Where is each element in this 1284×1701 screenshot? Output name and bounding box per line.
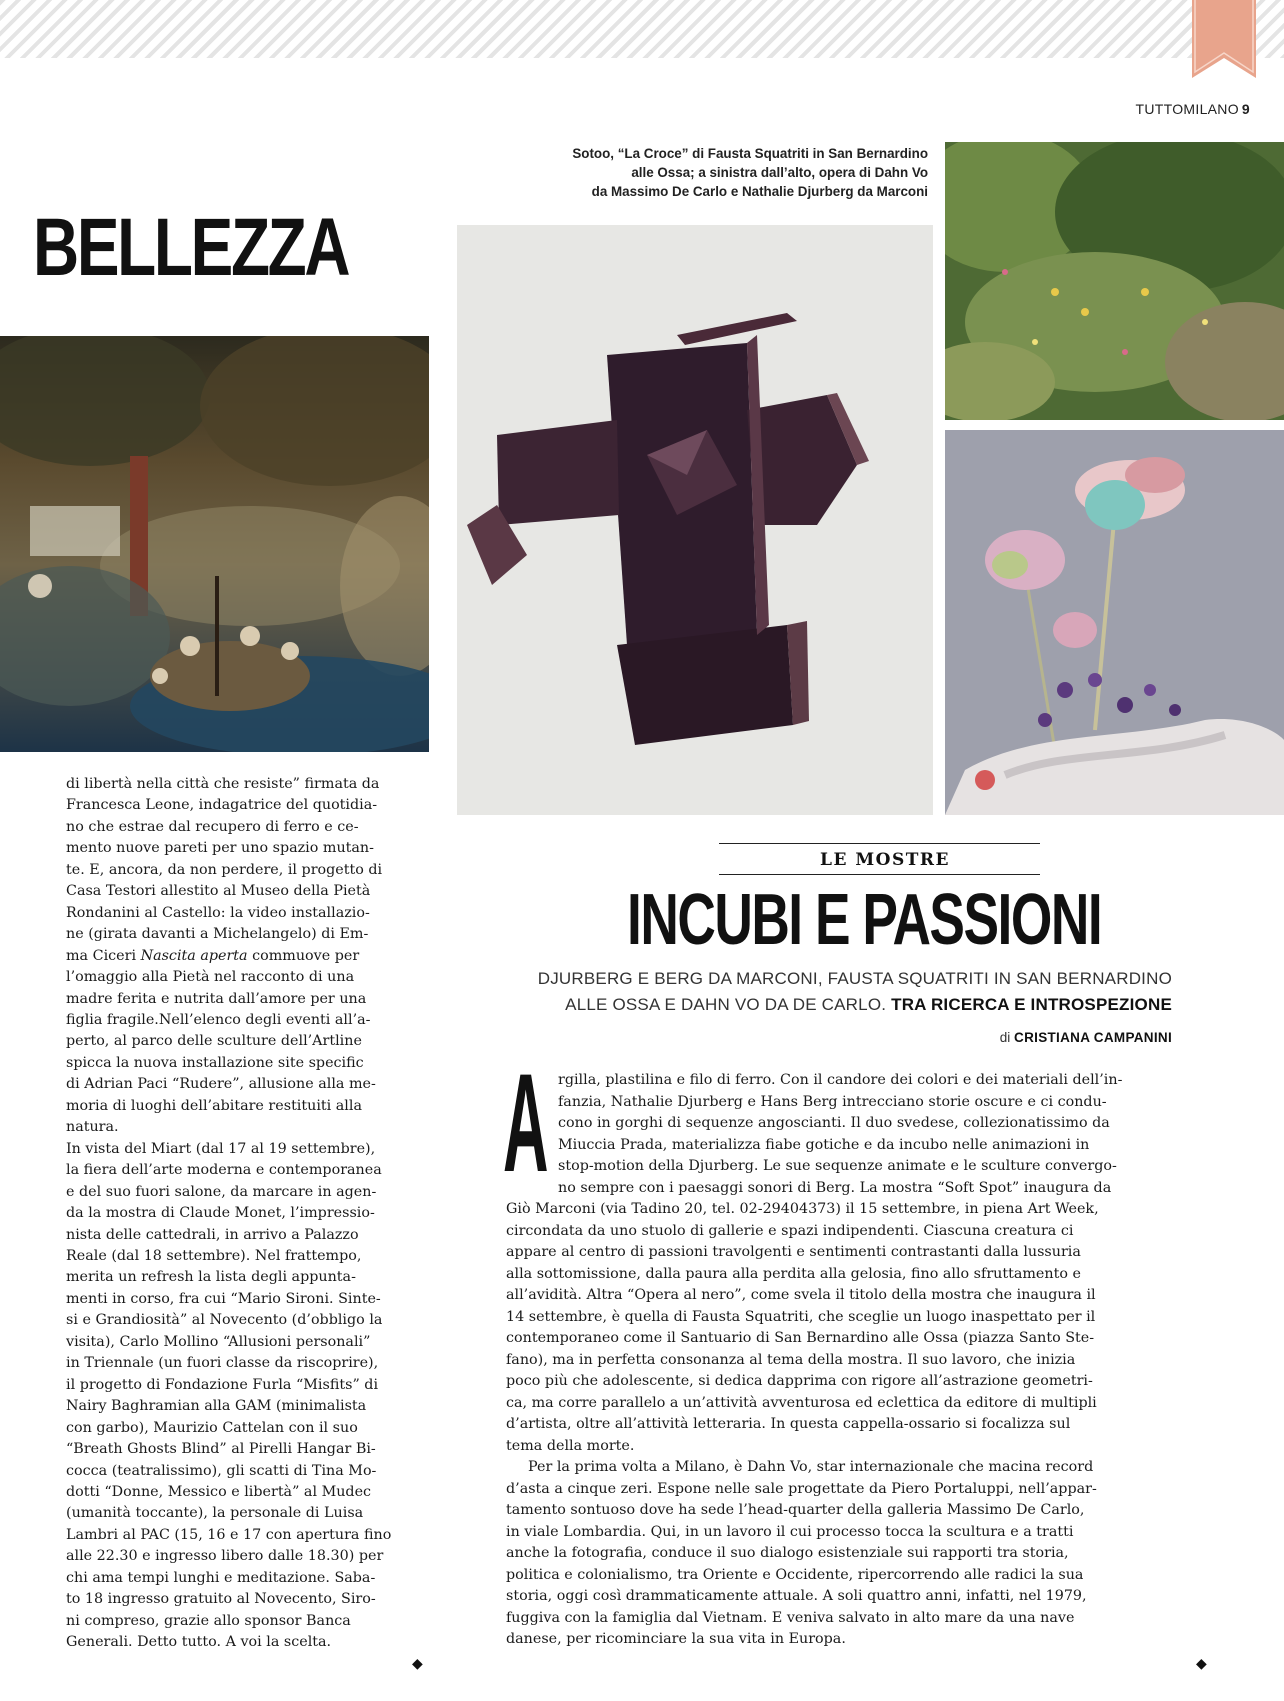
text-line: l’omaggio alla Pietà nel racconto di una: [66, 969, 355, 986]
text-line: no che estrae dal recupero di ferro e ce-: [66, 818, 359, 835]
text-line: figlia fragile.Nell’elenco degli eventi all’a-: [66, 1011, 371, 1028]
text-line: si e Grandiosità” al Novecento (d’obbligo la: [66, 1312, 383, 1329]
end-mark-left: ◆: [412, 1656, 423, 1672]
caption-line: alle Ossa; a sinistra dall’alto, opera di Dahn Vo: [631, 165, 928, 180]
text-line: Rondanini al Castello: la video installazio-: [66, 904, 370, 921]
running-header: [1080, 101, 1250, 117]
page-number: 9: [1241, 101, 1250, 117]
running-header-prefix: TUTTO: [1135, 101, 1184, 117]
body-line: fano), ma in perfetta consonanza al tema della mostra. Il suo lavoro, che inizia: [506, 1351, 1076, 1368]
flower-sculpture-image: [945, 430, 1284, 815]
text-line: visita), Carlo Mollino “Allusioni personali”: [66, 1333, 371, 1350]
top-hatch-band: [0, 0, 1284, 58]
section-title: BELLEZZA: [33, 202, 349, 293]
text-line: Casa Testori allestito al Museo della Pietà: [66, 883, 371, 900]
text-line: moria di luoghi dell’abitare restituiti alla: [66, 1097, 362, 1114]
text-line: in Triennale (un fuori classe da riscoprire),: [66, 1355, 379, 1372]
text-line: il progetto di Fondazione Furla “Misfits” di: [66, 1376, 379, 1393]
body-line: anche la fotografia, conduce il suo dialogo esistenziale sui rapporti tra storia,: [506, 1545, 1069, 1561]
text-line: di libertà nella città che resiste” firmata da: [66, 776, 380, 792]
body-line: storia, oggi così drammaticamente attuale. A soli quattro anni, infatti, nel 1979,: [506, 1588, 1087, 1604]
body-line: tema della morte.: [506, 1437, 635, 1454]
body-line: ca, ma corre parallelo a un’attività avventurosa ed eclettica da editore di multipli: [506, 1394, 1097, 1411]
body-line: appare al centro di passioni travolgenti e sentimenti contrastanti dalla lussuria: [506, 1244, 1081, 1260]
text-line: spicca la nuova installazione site specific: [66, 1054, 364, 1071]
body-line: Per la prima volta a Milano, è Dahn Vo, star internazionale che macina record: [528, 1459, 1094, 1475]
text-line: Generali. Detto tutto. A voi la scelta.: [66, 1634, 332, 1651]
text-line: da la mostra di Claude Monet, l’impressio-: [66, 1205, 375, 1222]
body-line: no sempre con i paesaggi sonori di Berg. La mostra “Soft Spot” inaugura da: [558, 1179, 1112, 1196]
body-line: fuggiva con la famiglia dal Vietnam. E veniva salvato in alto mare da una nave: [506, 1609, 1075, 1626]
end-mark-right: ◆: [1196, 1656, 1207, 1672]
text-line: alle 22.30 e ingresso libero dalle 18.30) per: [66, 1548, 384, 1565]
photo-caption: [490, 144, 928, 201]
text-line: Reale (dal 18 settembre). Nel frattempo,: [66, 1247, 362, 1264]
text-line: (umanità toccante), la personale di Luisa: [66, 1505, 364, 1522]
text-line: menti in corso, fra cui “Mario Sironi. Sinte-: [66, 1290, 381, 1307]
body-line: all’avidità. Altra “Opera al nero”, come svela il titolo della mostra che inaugura il: [506, 1287, 1096, 1303]
body-line: Giò Marconi (via Tadino 20, tel. 02-29404373) il 15 settembre, in piena Art Week,: [506, 1201, 1099, 1217]
caption-line: da Massimo De Carlo e Nathalie Djurberg da Marconi: [591, 184, 928, 199]
body-line: danese, per ricominciare la sua vita in Europa.: [506, 1631, 846, 1647]
body-line: rgilla, plastilina e filo di ferro. Con il candore dei colori e dei materiali dell’in-: [558, 1072, 1123, 1088]
caption-line: Sotoo, “La Croce” di Fausta Squatriti in San Bernardino: [572, 146, 928, 161]
body-line: in viale Lombardia. Qui, in un lavoro il cui processo tocca la scultura e a tratti: [506, 1523, 1074, 1540]
cross-sculpture-image: [457, 225, 933, 815]
kicker-top-rule: [719, 843, 1040, 844]
body-line: d’asta a cinque zeri. Espone nelle sale progettate da Piero Portaluppi, nell’appar-: [506, 1480, 1097, 1497]
text-line: natura.: [66, 1119, 119, 1136]
text-line: Lambri al PAC (15, 16 e 17 con apertura fino: [66, 1526, 392, 1543]
italic-title: Nascita aperta: [140, 947, 248, 964]
body-line: fanzia, Nathalie Djurberg e Hans Berg intrecciano storie oscure e ci condu-: [558, 1093, 1107, 1110]
kicker-bottom-rule: [719, 874, 1040, 875]
body-line: tamento sontuoso dove ha sede l’head-quarter della galleria Massimo De Carlo,: [506, 1502, 1085, 1518]
text-line: te. E, ancora, da non perdere, il progetto di: [66, 861, 383, 878]
text-line: la fiera dell’arte moderna e contemporanea: [66, 1162, 382, 1179]
deck-line-2: [520, 992, 1172, 1018]
text-line: Nairy Baghramian alla GAM (minimalista: [66, 1398, 367, 1415]
byline-prefix: di: [999, 1030, 1011, 1045]
text-line: chi ama tempi lunghi e meditazione. Saba-: [66, 1569, 376, 1586]
painting-image: [0, 336, 429, 752]
byline: [620, 1030, 1172, 1045]
body-line: stop-motion della Djurberg. Le sue sequenze animate e le sculture convergo-: [558, 1158, 1117, 1174]
byline-author: CRISTIANA CAMPANINI: [1014, 1030, 1172, 1045]
left-column-text: [66, 774, 428, 1654]
running-header-section: MILANO: [1183, 101, 1239, 117]
kicker: LE MOSTRE: [820, 850, 950, 870]
text-line: con garbo), Maurizio Cattelan con il suo: [66, 1419, 358, 1436]
body-line: 14 settembre, è quella di Fausta Squatriti, che sceglie un luogo inaspettato per il: [506, 1308, 1096, 1325]
text-line: perto, al parco delle sculture dell’Artline: [66, 1033, 362, 1050]
body-line: contemporaneo come il Santuario di San Bernardino alle Ossa (piazza Santo Ste-: [506, 1330, 1095, 1346]
garden-image: [945, 142, 1284, 420]
article-body: [506, 1070, 1210, 1651]
text-line: In vista del Miart (dal 17 al 19 settembre),: [66, 1140, 376, 1157]
text-line: ne (girata davanti a Michelangelo) di Em-: [66, 926, 369, 943]
deck-line: DJURBERG E BERG DA MARCONI, FAUSTA SQUATRITI IN SAN BERNARDINO: [537, 969, 1172, 988]
drop-cap: A: [503, 1044, 549, 1201]
body-line: cono in gorghi di sequenze angoscianti. Il duo svedese, collezionatissimo da: [558, 1115, 1110, 1131]
body-line: alla sottomissione, dalla paura alla perdita alla gelosia, fino allo sfruttamento e: [506, 1265, 1081, 1282]
body-line: circondata da uno stuolo di gallerie e spazi indipendenti. Ciascuna creatura ci: [506, 1222, 1074, 1239]
body-line: poco più che adolescente, si dedica dapprima con rigore all’astrazione geometri-: [506, 1373, 1093, 1389]
deck-line-text: ALLE OSSA E DAHN VO DA DE CARLO.: [565, 995, 887, 1014]
body-line: politica e colonialismo, tra Oriente e Occidente, ripercorrendo alle radici la sua: [506, 1566, 1084, 1583]
text-line: “Breath Ghosts Blind” al Pirelli Hangar Bi-: [66, 1441, 376, 1458]
deck-emphasis: TRA RICERCA E INTROSPEZIONE: [891, 995, 1172, 1014]
text-line: merita un refresh la lista degli appunta-: [66, 1269, 356, 1286]
text-line: Francesca Leone, indagatrice del quotidia-: [66, 797, 378, 814]
text-line: dotti “Donne, Messico e libertà” al Mudec: [66, 1483, 372, 1500]
bookmark-ribbon-icon: [1192, 0, 1256, 78]
text-line: di Adrian Paci “Rudere”, allusione alla me-: [66, 1076, 376, 1093]
headline: INCUBI E PASSIONI: [627, 880, 1102, 960]
text-line: madre ferita e nutrita dall’amore per una: [66, 990, 367, 1007]
text-line: to 18 ingresso gratuito al Novecento, Siro-: [66, 1591, 376, 1608]
deck: [520, 966, 1172, 1018]
body-line: Miuccia Prada, materializza fiabe gotiche e da incubo nelle animazioni in: [558, 1136, 1090, 1153]
text-line: cocca (teatralissimo), gli scatti di Tina Mo-: [66, 1462, 377, 1479]
text-line: nista delle cattedrali, in arrivo a Palazzo: [66, 1226, 359, 1243]
text-line: mento nuove pareti per uno spazio mutan-: [66, 840, 374, 857]
body-line: d’artista, oltre all’attività letteraria. In questa cappella-ossario si focalizza sul: [506, 1416, 1071, 1432]
text-line: ni compreso, grazie allo sponsor Banca: [66, 1612, 351, 1629]
text-line: e del suo fuori salone, da marcare in agen-: [66, 1183, 377, 1200]
text-line-with-italic: ma Ciceri Nascita aperta commuove per: [66, 947, 360, 964]
